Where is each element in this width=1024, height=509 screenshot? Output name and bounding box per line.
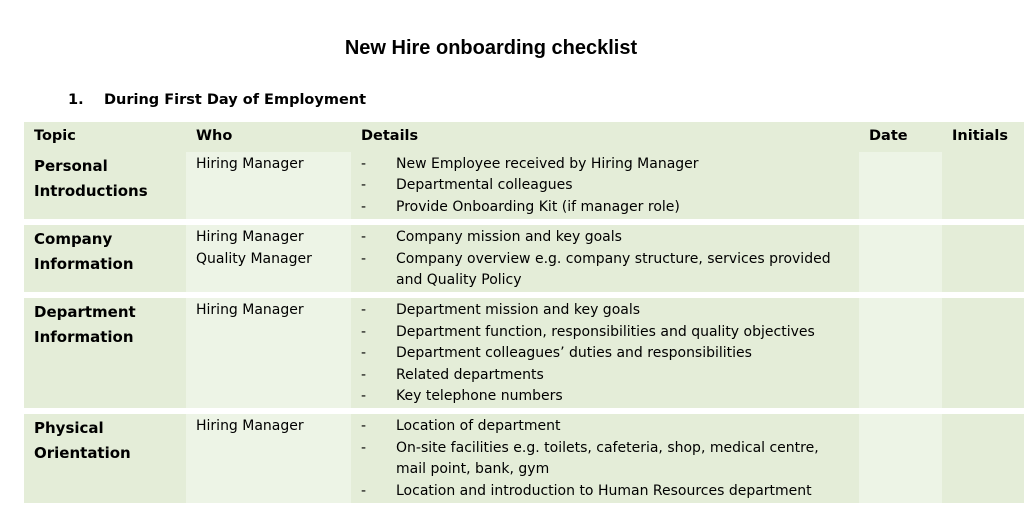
section-heading [68, 90, 366, 110]
checklist-table [24, 122, 1024, 509]
list-item [361, 322, 859, 343]
who-text: Hiring Manager [196, 302, 304, 319]
details-cell [351, 414, 859, 503]
list-item [361, 343, 859, 364]
details-list [361, 300, 859, 407]
who-text: Quality Manager [196, 250, 312, 267]
list-item [361, 154, 859, 175]
bullet-dash: - [361, 250, 367, 267]
who-cell [186, 225, 351, 292]
list-item [361, 365, 859, 386]
detail-text: Departmental colleagues [396, 177, 573, 194]
bullet-dash: - [361, 366, 367, 383]
list-item [361, 300, 859, 321]
details-list [361, 227, 859, 291]
who-cell [186, 298, 351, 408]
who-text: Hiring Manager [196, 418, 304, 435]
topic-cell [24, 414, 186, 503]
who-text: Hiring Manager [196, 156, 304, 172]
initials-cell[interactable] [942, 152, 1024, 219]
detail-text: Location of department [396, 418, 561, 435]
topic-text: Department [34, 303, 136, 322]
section-title: During First Day of Employment [104, 92, 367, 108]
detail-text: Location and introduction to Human Resources department [396, 482, 812, 499]
detail-text: On-site facilities e.g. toilets, cafeteria, shop, medical centre, mail point, bank, gym [396, 439, 819, 478]
table-row [24, 225, 1024, 292]
topic-text: Introductions [34, 181, 148, 200]
list-item [361, 438, 859, 481]
detail-text: New Employee received by Hiring Manager [396, 156, 699, 172]
bullet-dash: - [361, 323, 367, 340]
detail-text: Department colleagues’ duties and responsibilities [396, 345, 752, 362]
section-number: 1. [68, 92, 84, 108]
bullet-dash: - [361, 302, 367, 319]
table-row [24, 152, 1024, 219]
initials-cell[interactable] [942, 225, 1024, 292]
topic-text: Personal [34, 157, 108, 175]
bullet-dash: - [361, 198, 367, 215]
header-date: Date [859, 122, 942, 152]
header-initials: Initials [942, 122, 1024, 152]
row-separator [24, 503, 1024, 509]
list-item [361, 416, 859, 437]
topic-text: Physical [34, 419, 104, 438]
topic-text: Information [34, 327, 134, 346]
details-cell [351, 152, 859, 219]
topic-cell [24, 298, 186, 408]
bullet-dash: - [361, 156, 367, 172]
who-text: Hiring Manager [196, 229, 304, 246]
list-item [361, 175, 859, 196]
date-cell[interactable] [859, 225, 942, 292]
list-item [361, 249, 859, 292]
table-header-row [24, 122, 1024, 152]
row-separator-cell [24, 503, 1024, 509]
list-item [361, 386, 859, 407]
bullet-dash: - [361, 229, 367, 246]
detail-text: Company overview e.g. company structure, services provided and Quality Policy [396, 250, 831, 289]
header-topic: Topic [24, 122, 186, 152]
bullet-dash: - [361, 388, 367, 405]
date-cell[interactable] [859, 298, 942, 408]
date-cell[interactable] [859, 414, 942, 503]
date-cell[interactable] [859, 152, 942, 219]
topic-text: Company [34, 230, 113, 249]
initials-cell[interactable] [942, 414, 1024, 503]
list-item [361, 227, 859, 248]
bullet-dash: - [361, 482, 367, 499]
details-list [361, 154, 859, 218]
details-cell [351, 225, 859, 292]
table-row [24, 414, 1024, 503]
details-cell [351, 298, 859, 408]
checklist-table-container [24, 122, 1024, 499]
who-cell [186, 152, 351, 219]
list-item [361, 197, 859, 218]
detail-text: Department function, responsibilities and quality objectives [396, 323, 815, 340]
detail-text: Department mission and key goals [396, 302, 641, 319]
document-title: New Hire onboarding checklist [344, 37, 638, 59]
bullet-dash: - [361, 418, 367, 435]
bullet-dash: - [361, 439, 367, 456]
detail-text: Company mission and key goals [396, 229, 622, 246]
detail-text: Provide Onboarding Kit (if manager role) [396, 198, 680, 215]
detail-text: Key telephone numbers [396, 388, 563, 405]
topic-cell [24, 225, 186, 292]
topic-text: Information [34, 254, 134, 273]
detail-text: Related departments [396, 366, 544, 383]
who-cell [186, 414, 351, 503]
bullet-dash: - [361, 345, 367, 362]
initials-cell[interactable] [942, 298, 1024, 408]
header-details: Details [351, 122, 859, 152]
list-item [361, 481, 859, 502]
bullet-dash: - [361, 177, 367, 194]
table-body [24, 152, 1024, 509]
details-list [361, 416, 859, 502]
topic-cell [24, 152, 186, 219]
topic-text: Orientation [34, 443, 131, 462]
header-who: Who [186, 122, 351, 152]
table-row [24, 298, 1024, 408]
